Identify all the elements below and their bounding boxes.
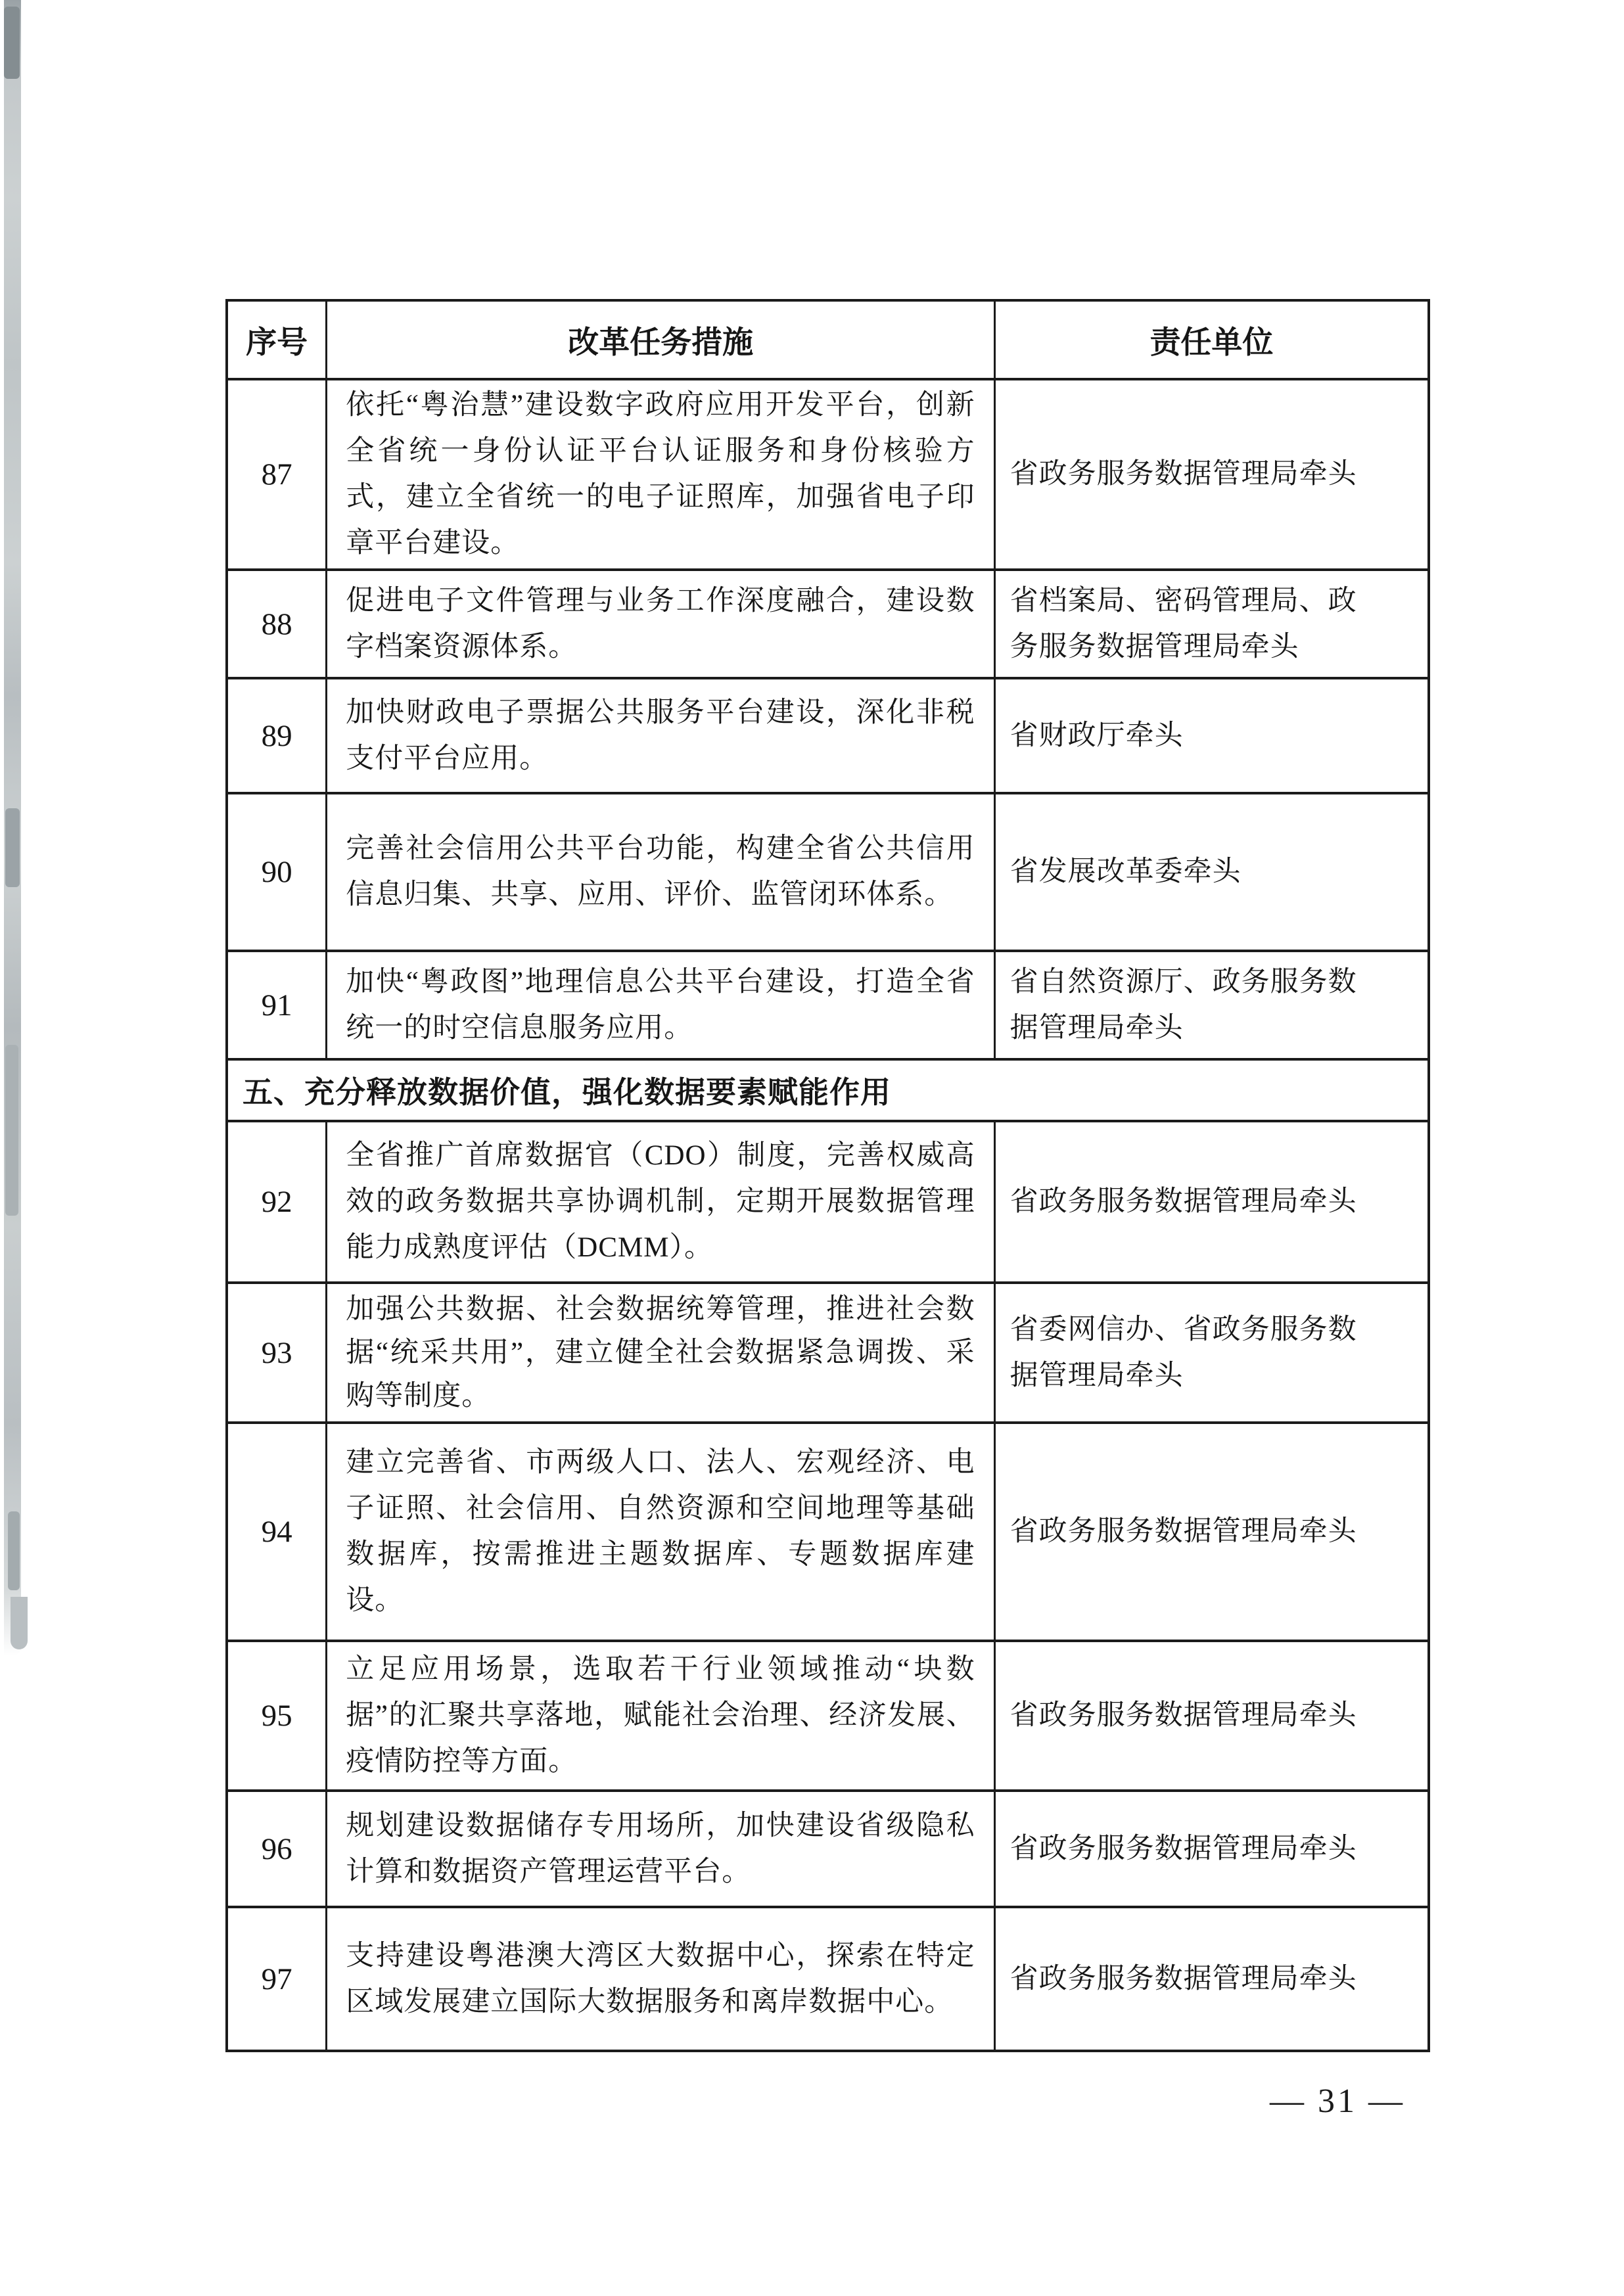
header-no-label: 序号 <box>246 324 308 359</box>
unit-cell: 省政务服务数据管理局牵头 <box>1009 1700 1357 1731</box>
table-row-97 <box>228 1908 1427 2050</box>
task-cell: 加快财政电子票据公共服务平台建设，深化非税支付平台应用。 <box>327 679 995 792</box>
task-cell: 完善社会信用公共平台功能，构建全省公共信用信息归集、共享、应用、评价、监管闭环体系。 <box>327 794 995 950</box>
scan-artifact <box>5 808 20 887</box>
task-cell: 支持建设粤港澳大湾区大数据中心，探索在特定区域发展建立国际大数据服务和离岸数据中心。 <box>327 1908 995 2050</box>
section-header-row <box>228 1061 1427 1122</box>
table-row-88 <box>228 571 1427 679</box>
reform-tasks-table <box>225 299 1430 2052</box>
unit-cell: 省政务服务数据管理局牵头 <box>1009 1963 1357 1994</box>
unit-cell: 省政务服务数据管理局牵头 <box>1009 1186 1357 1217</box>
row-number: 97 <box>228 1908 327 2050</box>
table-row-96 <box>228 1792 1427 1908</box>
table-row-87 <box>228 380 1427 571</box>
unit-cell: 省委网信办、省政务服务数据管理局牵头 <box>1009 1314 1357 1391</box>
row-number: 93 <box>228 1284 327 1421</box>
unit-cell: 省自然资源厅、政务服务数据管理局牵头 <box>1009 966 1357 1044</box>
table-header-row <box>228 302 1427 380</box>
unit-cell: 省财政厅牵头 <box>1009 720 1184 751</box>
row-number: 96 <box>228 1792 327 1906</box>
unit-cell: 省政务服务数据管理局牵头 <box>1009 1516 1357 1547</box>
task-cell: 依托“粤治慧”建设数字政府应用开发平台，创新全省统一身份认证平台认证服务和身份核验方式，建立全省统一的电子证照库，加强省电子印章平台建设。 <box>327 380 995 568</box>
task-cell: 规划建设数据储存专用场所，加快建设省级隐私计算和数据资产管理运营平台。 <box>327 1792 995 1906</box>
scan-artifact <box>8 1511 20 1590</box>
table-row-94 <box>228 1424 1427 1642</box>
task-cell: 加强公共数据、社会数据统筹管理，推进社会数据“统采共用”，建立健全社会数据紧急调拨、采购等制度。 <box>327 1284 995 1421</box>
task-cell: 全省推广首席数据官（CDO）制度，完善权威高效的政务数据共享协调机制，定期开展数据管理能力成熟度评估（DCMM）。 <box>327 1122 995 1281</box>
scan-artifact <box>11 1597 28 1649</box>
unit-cell: 省发展改革委牵头 <box>1009 856 1241 887</box>
task-cell: 加快“粤政图”地理信息公共平台建设，打造全省统一的时空信息服务应用。 <box>327 952 995 1058</box>
row-number: 87 <box>228 380 327 568</box>
table-row-92 <box>228 1122 1427 1284</box>
task-cell: 立足应用场景，选取若干行业领域推动“块数据”的汇聚共享落地，赋能社会治理、经济发展、疫情防控等方面。 <box>327 1642 995 1789</box>
section-header: 五、充分释放数据价值，强化数据要素赋能作用 <box>243 1075 891 1109</box>
row-number: 89 <box>228 679 327 792</box>
table-row-95 <box>228 1642 1427 1792</box>
task-cell: 建立完善省、市两级人口、法人、宏观经济、电子证照、社会信用、自然资源和空间地理等基础数据库，按需推进主题数据库、专题数据库建设。 <box>327 1424 995 1640</box>
unit-cell: 省政务服务数据管理局牵头 <box>1009 1833 1357 1864</box>
table-row-89 <box>228 679 1427 794</box>
table-row-93 <box>228 1284 1427 1424</box>
header-task-label: 改革任务措施 <box>568 324 754 359</box>
table-row-91 <box>228 952 1427 1061</box>
table-row-90 <box>228 794 1427 952</box>
row-number: 92 <box>228 1122 327 1281</box>
header-no <box>228 302 327 378</box>
scan-artifact <box>5 1045 18 1216</box>
page-number: — 31 — <box>1270 2082 1405 2120</box>
row-number: 90 <box>228 794 327 950</box>
unit-cell: 省政务服务数据管理局牵头 <box>1009 459 1357 490</box>
row-number: 94 <box>228 1424 327 1640</box>
row-number: 88 <box>228 571 327 677</box>
scan-artifact <box>4 7 20 79</box>
task-cell: 促进电子文件管理与业务工作深度融合，建设数字档案资源体系。 <box>327 571 995 677</box>
row-number: 91 <box>228 952 327 1058</box>
row-number: 95 <box>228 1642 327 1789</box>
unit-cell: 省档案局、密码管理局、政务服务数据管理局牵头 <box>1009 585 1357 662</box>
header-unit <box>996 302 1427 378</box>
header-task <box>327 302 996 378</box>
header-unit-label: 责任单位 <box>1149 324 1274 359</box>
